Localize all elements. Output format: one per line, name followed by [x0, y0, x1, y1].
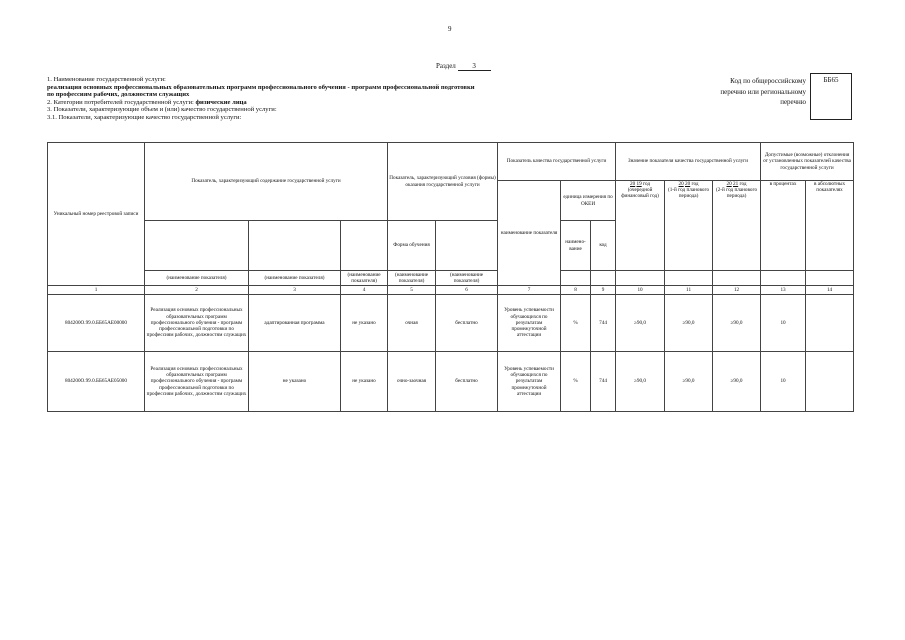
- param-name: (наименование показателя): [388, 271, 436, 286]
- param-name: (наименование показателя): [249, 271, 341, 286]
- page-number: 9: [448, 25, 452, 33]
- param-name: (наименование показателя): [341, 271, 388, 286]
- row-value-year-2: ≥90,0: [665, 352, 713, 412]
- header-study-form: Форма обучения: [388, 221, 436, 271]
- row-unit-code: 744: [591, 295, 616, 352]
- header-unique-number: Уникальный номер реестровой записи: [48, 143, 145, 286]
- row-unit-code: 744: [591, 352, 616, 412]
- col-number: 11: [665, 286, 713, 295]
- header-quality-indicator: Показатель качества государственной услуги: [498, 143, 616, 181]
- row-program: Реализация основных профессиональных образовательных программ профессионального обучения - программ профессиональной подготовки по профессиям рабочих, должностям служащих: [145, 352, 249, 412]
- header-year-1: 20 19 год (очередной финансовый год): [616, 181, 665, 271]
- registry-code-label: Код по общероссийскому перечню или региональному перечню: [720, 77, 806, 106]
- consumer-category-label: 2. Категории потребителей государственной услуги:: [47, 98, 196, 106]
- row-payment: бесплатно: [436, 352, 498, 412]
- row-value-year-3: ≥90,0: [713, 352, 761, 412]
- row-value-year-3: ≥90,0: [713, 295, 761, 352]
- header-allowed-deviation: Допустимые (возможные) отклонения от установленных показателей качества государственной услуги: [761, 143, 854, 181]
- indicators-label: 3. Показатели, характеризующие объем и (или) качество государственной услуги:: [47, 106, 277, 114]
- col-number: 13: [761, 286, 806, 295]
- service-name-value-cont: по профессиям рабочих, должностям служащих: [47, 91, 190, 99]
- col-number: 4: [341, 286, 388, 295]
- consumer-category-line: [47, 99, 475, 107]
- row-program-category: не указано: [249, 352, 341, 412]
- param-name: (наименование показателя): [436, 271, 498, 286]
- row-deviation-percent: 10: [761, 352, 806, 412]
- table-row: [48, 352, 854, 412]
- row-deviation-percent: 10: [761, 295, 806, 352]
- col-number: 5: [388, 286, 436, 295]
- consumer-category-value: физические лица: [195, 98, 247, 106]
- quality-indicators-label: 3.1. Показатели, характеризующие качество государственной услуги:: [47, 113, 242, 121]
- header-unit-okei: единица измерения по ОКЕИ: [561, 181, 616, 221]
- row-indicator-name: Уровень успеваемости обучающихся по результатам промежуточной аттестации: [498, 295, 561, 352]
- col-number: 10: [616, 286, 665, 295]
- row-unit-name: %: [561, 352, 591, 412]
- header-conditions-indicator: Показатель, характеризующий условия (формы) оказания государственной услуги: [388, 143, 498, 221]
- col-number: 1: [48, 286, 145, 295]
- service-name-value: реализация основных профессиональных образовательных программ профессионального обучения - программ профессиональной подготовки: [47, 83, 475, 91]
- row-unit-name: %: [561, 295, 591, 352]
- row-value-year-1: ≥90,0: [616, 352, 665, 412]
- row-unique-number: 804200О.99.0.ББ65АЕ05000: [48, 352, 145, 412]
- section-label: Раздел: [436, 62, 456, 70]
- column-numbers-row: [48, 286, 854, 295]
- col-number: 6: [436, 286, 498, 295]
- row-content-param: не указано: [341, 295, 388, 352]
- header-unit-name: наимено- вание: [561, 221, 591, 271]
- row-program: Реализация основных профессиональных образовательных программ профессионального обучения - программ профессиональной подготовки по профессиям рабочих, должностям служащих: [145, 295, 249, 352]
- row-program-category: адаптированная программа: [249, 295, 341, 352]
- registry-code-value: ББ65: [810, 73, 852, 120]
- header-indicator-name: наименование показателя: [498, 181, 561, 286]
- row-content-param: не указано: [341, 352, 388, 412]
- row-payment: бесплатно: [436, 295, 498, 352]
- col-number: 9: [591, 286, 616, 295]
- col-number: 12: [713, 286, 761, 295]
- header-content-indicator: Показатель, характеризующий содержание государственной услуги: [145, 143, 388, 221]
- param-name: (наименование показателя): [145, 271, 249, 286]
- col-number: 7: [498, 286, 561, 295]
- row-study-form: очно-заочная: [388, 352, 436, 412]
- row-study-form: очная: [388, 295, 436, 352]
- header-in-absolute: в абсолютных показателях: [806, 181, 854, 271]
- header-in-percent: в процентах: [761, 181, 806, 271]
- row-value-year-2: ≥90,0: [665, 295, 713, 352]
- row-indicator-name: Уровень успеваемости обучающихся по результатам промежуточной аттестации: [498, 352, 561, 412]
- header-year-2: 20 20 год (1-й год планового периода): [665, 181, 713, 271]
- row-value-year-1: ≥90,0: [616, 295, 665, 352]
- section-number: 3: [458, 62, 491, 71]
- table-row: [48, 295, 854, 352]
- service-name-label: 1. Наименование государственной услуги:: [47, 76, 166, 83]
- col-number: 8: [561, 286, 591, 295]
- quality-indicators-table: [47, 142, 854, 412]
- header-indicator-value: Значение показателя качества государственной услуги: [616, 143, 761, 181]
- row-deviation-absolute: [806, 352, 854, 412]
- col-number: 3: [249, 286, 341, 295]
- header-year-3: 20 21 год (2-й год планового периода): [713, 181, 761, 271]
- row-unique-number: 804200О.99.0.ББ65АЕ00000: [48, 295, 145, 352]
- row-deviation-absolute: [806, 295, 854, 352]
- section-heading: [436, 62, 491, 71]
- header-unit-code: код: [591, 221, 616, 271]
- service-info: [47, 76, 475, 122]
- col-number: 2: [145, 286, 249, 295]
- col-number: 14: [806, 286, 854, 295]
